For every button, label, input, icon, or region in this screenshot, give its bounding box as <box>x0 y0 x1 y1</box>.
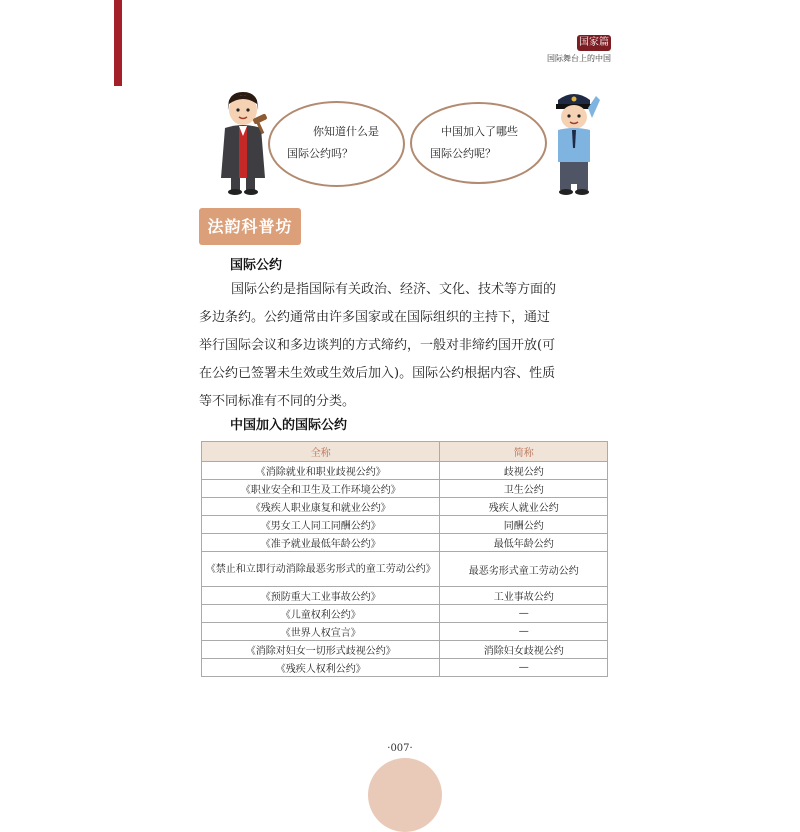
bubble-left-line-1: 你知道什么是 <box>313 125 379 138</box>
table-row <box>202 462 608 480</box>
cell-shortname: 歧视公约 <box>440 462 608 480</box>
cell-fullname: 《消除对妇女一切形式歧视公约》 <box>202 641 440 659</box>
bubble-right-line-2: 国际公约呢？ <box>430 147 496 160</box>
cell-shortname: 卫生公约 <box>440 480 608 498</box>
table-row <box>202 641 608 659</box>
cell-shortname: 最低年龄公约 <box>440 534 608 552</box>
cell-shortname: 消除妇女歧视公约 <box>440 641 608 659</box>
col-header-fullname: 全称 <box>202 442 440 462</box>
table-row <box>202 480 608 498</box>
cell-shortname: 最恶劣形式童工劳动公约 <box>440 552 608 587</box>
police-illustration <box>544 86 602 196</box>
page-number: ·007· <box>387 743 413 754</box>
intro-paragraph <box>199 276 611 416</box>
section-badge-label: 法韵科普坊 <box>207 217 293 236</box>
cell-shortname: 同酬公约 <box>440 516 608 534</box>
cell-shortname: — <box>440 605 608 623</box>
table-row <box>202 605 608 623</box>
judge-illustration <box>213 86 271 196</box>
cell-fullname: 《消除就业和职业歧视公约》 <box>202 462 440 480</box>
section-badge <box>199 208 301 245</box>
cell-fullname: 《世界人权宣言》 <box>202 623 440 641</box>
table-row <box>202 498 608 516</box>
cell-shortname: — <box>440 659 608 677</box>
cell-fullname: 《儿童权利公约》 <box>202 605 440 623</box>
cell-shortname: 工业事故公约 <box>440 587 608 605</box>
left-edge-strip <box>114 0 122 86</box>
chapter-subtitle: 国际舞台上的中国 <box>547 54 611 63</box>
chapter-tag: 国家篇 <box>577 35 611 51</box>
cell-shortname: — <box>440 623 608 641</box>
paragraph-line: 在公约已签署未生效或生效后加入)。国际公约根据内容、性质 <box>199 366 556 381</box>
cell-fullname: 《残疾人权利公约》 <box>202 659 440 677</box>
conventions-table <box>201 441 608 677</box>
page-tab-decoration <box>368 758 442 832</box>
bubble-left-line-2: 国际公约吗？ <box>287 147 353 160</box>
paragraph-line: 等不同标准有不同的分类。 <box>199 394 356 409</box>
paragraph-line: 举行国际会议和多边谈判的方式缔约，一般对非缔约国开放(可 <box>199 338 556 353</box>
cell-shortname: 残疾人就业公约 <box>440 498 608 516</box>
speech-bubble-left-text <box>287 121 379 165</box>
heading-international-conventions: 国际公约 <box>230 258 283 273</box>
cell-fullname: 《预防重大工业事故公约》 <box>202 587 440 605</box>
cell-fullname: 《男女工人同工同酬公约》 <box>202 516 440 534</box>
table-row <box>202 659 608 677</box>
table-header-row <box>202 442 608 462</box>
speech-bubble-right-text <box>430 121 518 165</box>
heading-china-conventions: 中国加入的国际公约 <box>230 418 348 433</box>
cell-fullname: 《残疾人职业康复和就业公约》 <box>202 498 440 516</box>
table-row <box>202 587 608 605</box>
cell-fullname: 《禁止和立即行动消除最恶劣形式的童工劳动公约》 <box>202 552 440 587</box>
paragraph-line: 多边条约。公约通常由许多国家或在国际组织的主持下，通过 <box>199 310 551 325</box>
table-row <box>202 552 608 587</box>
bubble-right-line-1: 中国加入了哪些 <box>441 125 518 138</box>
table-row <box>202 516 608 534</box>
cell-fullname: 《职业安全和卫生及工作环境公约》 <box>202 480 440 498</box>
paragraph-line: 国际公约是指国际有关政治、经济、文化、技术等方面的 <box>231 282 557 297</box>
cell-fullname: 《准予就业最低年龄公约》 <box>202 534 440 552</box>
table-row <box>202 623 608 641</box>
table-row <box>202 534 608 552</box>
col-header-shortname: 简称 <box>440 442 608 462</box>
